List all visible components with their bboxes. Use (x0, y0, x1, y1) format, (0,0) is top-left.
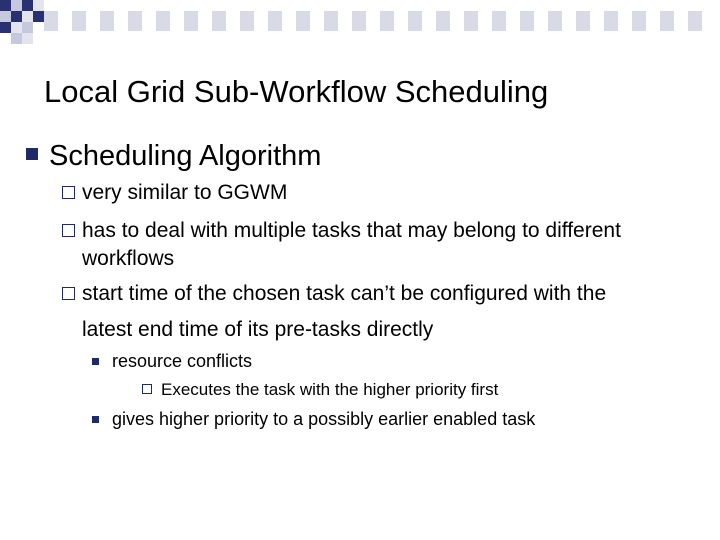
stripe-block (156, 11, 170, 31)
stripe-block (198, 11, 212, 31)
checker-square (22, 22, 33, 33)
checker-square (0, 11, 11, 22)
stripe-block (170, 11, 184, 31)
stripe-block (408, 11, 422, 31)
stripe-block (128, 11, 142, 31)
item-multiple-tasks: has to deal with multiple tasks that may belong to different (82, 219, 621, 242)
stripe-block (646, 11, 660, 31)
stripe-block (114, 11, 128, 31)
checkbox-bullet-icon (142, 384, 152, 394)
stripe-block (562, 11, 576, 31)
stripe-block (576, 11, 590, 31)
stripe-block (632, 11, 646, 31)
checker-square (11, 0, 22, 11)
stripe-block (296, 11, 310, 31)
stripe-block (506, 11, 520, 31)
stripe-block (394, 11, 408, 31)
stripe-block (268, 11, 282, 31)
stripe-block (492, 11, 506, 31)
subitem-higher-priority: gives higher priority to a possibly earlier enabled task (112, 409, 536, 429)
checker-square (0, 0, 11, 11)
item-very-similar: very similar to GGWM (82, 181, 288, 204)
stripe-block (366, 11, 380, 31)
stripe-block (72, 11, 86, 31)
stripe-block (254, 11, 268, 31)
stripe-block (422, 11, 436, 31)
checker-square (22, 11, 33, 22)
checkbox-bullet-icon (62, 287, 75, 300)
stripe-block (324, 11, 338, 31)
stripe-block (618, 11, 632, 31)
bullet-square-icon (92, 416, 99, 423)
checkbox-bullet-icon (62, 186, 75, 199)
stripe-block (688, 11, 702, 31)
checker-square (11, 33, 22, 44)
stripe-block (660, 11, 674, 31)
stripe-block (58, 11, 72, 31)
stripe-block (310, 11, 324, 31)
stripe-block (604, 11, 618, 31)
stripe-block (478, 11, 492, 31)
stripe-block (100, 11, 114, 31)
bullet-square-icon (26, 148, 38, 160)
item-start-time: start time of the chosen task can’t be configured with the (82, 282, 607, 305)
stripe-block (548, 11, 562, 31)
stripe-block (86, 11, 100, 31)
checker-square (22, 33, 33, 44)
stripe-block (226, 11, 240, 31)
checker-square (22, 0, 33, 11)
checker-square (11, 11, 22, 22)
checker-square (0, 22, 11, 33)
stripe-block (338, 11, 352, 31)
stripe-block (142, 11, 156, 31)
stripe-block (352, 11, 366, 31)
checker-square (33, 0, 44, 11)
checker-square (33, 11, 44, 22)
stripe-block (520, 11, 534, 31)
stripe-block (184, 11, 198, 31)
subsubitem-executes-task: Executes the task with the higher priority first (161, 380, 499, 399)
stripe-block (450, 11, 464, 31)
stripe-block (436, 11, 450, 31)
heading-scheduling-algorithm: Scheduling Algorithm (49, 140, 322, 172)
bullet-square-icon (92, 358, 99, 365)
checker-square (11, 22, 22, 33)
item-start-time-cont: latest end time of its pre-tasks directly (82, 318, 434, 341)
header-decoration (0, 0, 720, 48)
stripe-block (590, 11, 604, 31)
stripe-block (380, 11, 394, 31)
stripe-block (282, 11, 296, 31)
stripe-block (674, 11, 688, 31)
stripe-block (44, 11, 58, 31)
stripe-block (534, 11, 548, 31)
item-multiple-tasks-cont: workflows (82, 247, 175, 270)
stripe-block (464, 11, 478, 31)
stripe-block (240, 11, 254, 31)
stripe-block (702, 11, 716, 31)
stripe-block (212, 11, 226, 31)
subitem-resource-conflicts: resource conflicts (112, 351, 253, 371)
slide-title: Local Grid Sub-Workflow Scheduling (44, 74, 549, 109)
checkbox-bullet-icon (62, 224, 75, 237)
